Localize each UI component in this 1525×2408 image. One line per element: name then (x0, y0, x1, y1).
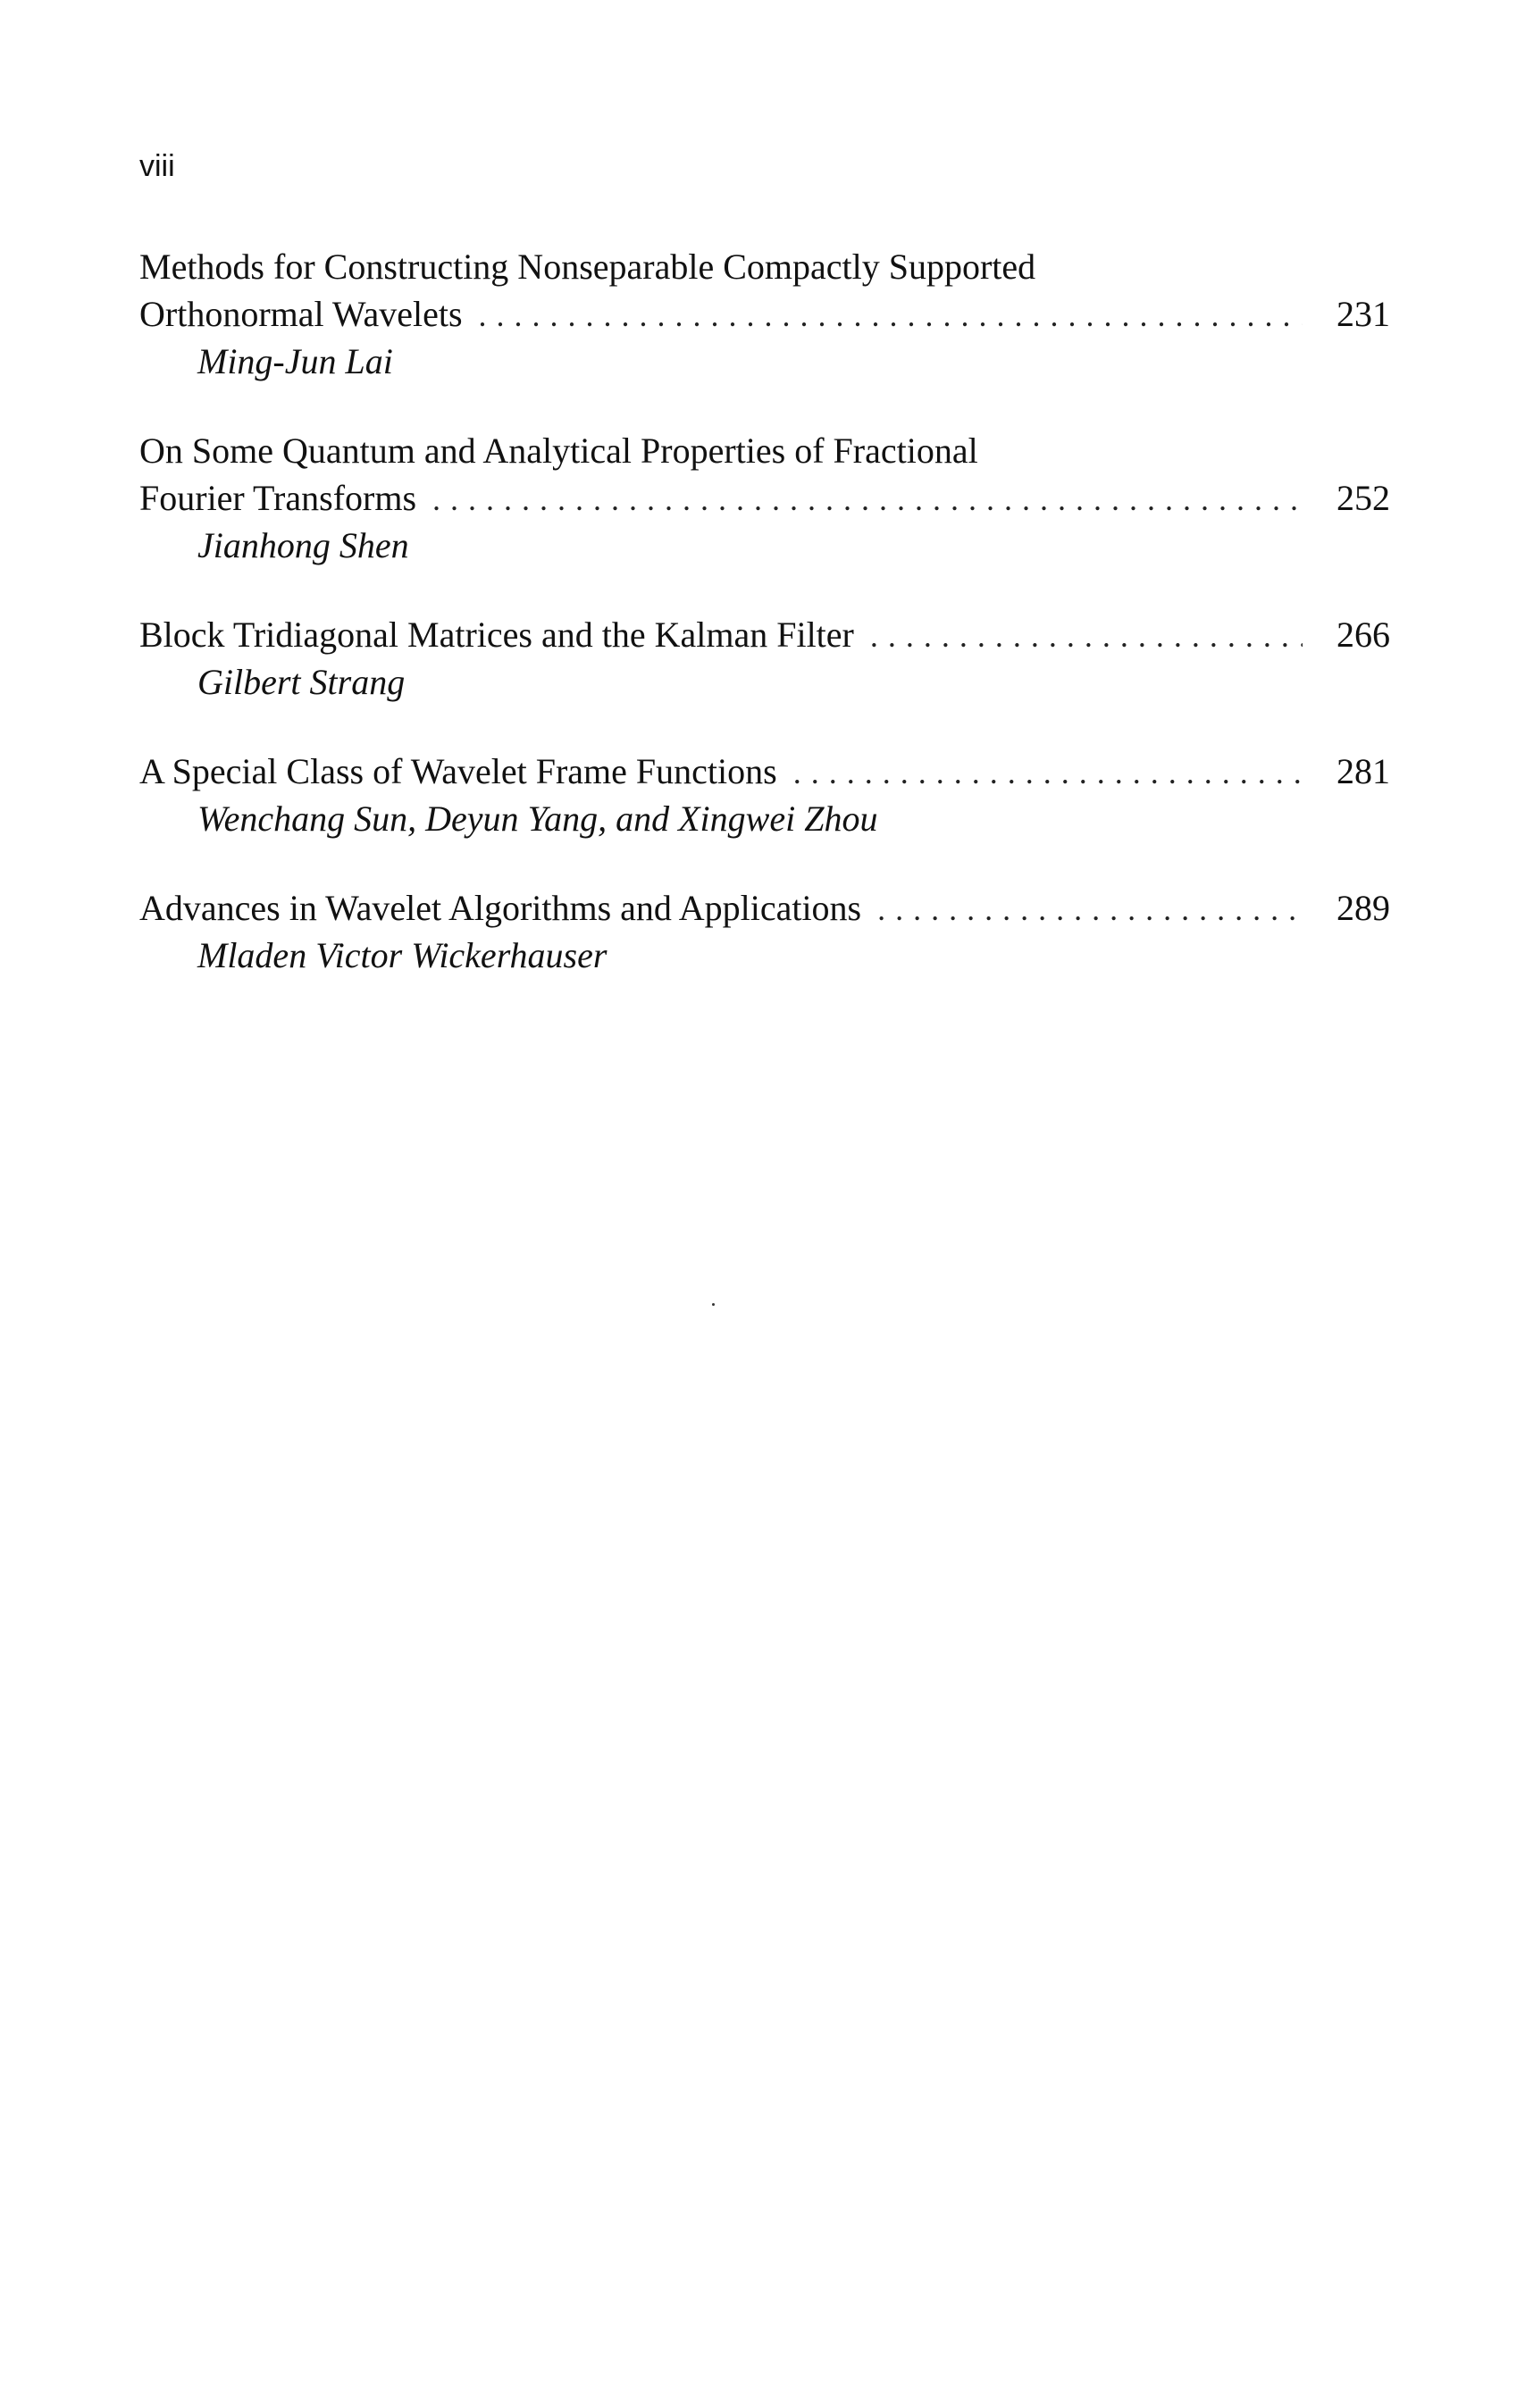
entry-title-line (139, 427, 1390, 474)
dot-leader (877, 886, 1303, 933)
page-number: viii (139, 149, 175, 183)
entry-authors: Ming-Jun Lai (197, 341, 393, 381)
dot-leader (870, 613, 1303, 660)
toc-entry-wickerhauser (139, 884, 1390, 979)
entry-title-line (139, 474, 1390, 522)
entry-title: A Special Class of Wavelet Frame Functions (139, 751, 777, 791)
entry-page-number: 281 (1336, 751, 1390, 791)
entry-page-number: 266 (1336, 615, 1390, 655)
entry-authors: Mladen Victor Wickerhauser (197, 935, 607, 975)
entry-title: Methods for Constructing Nonseparable Compactly Supported (139, 247, 1036, 287)
stray-dot-mark (712, 1303, 715, 1306)
table-of-contents (139, 243, 1390, 1021)
dot-leader (432, 476, 1303, 523)
entry-title-line (139, 748, 1390, 795)
entry-title: On Some Quantum and Analytical Properties of Fractional (139, 431, 978, 471)
entry-title-line (139, 611, 1390, 658)
toc-entry-sun (139, 748, 1390, 842)
entry-title: Fourier Transforms (139, 478, 417, 518)
entry-title: Advances in Wavelet Algorithms and Applications (139, 888, 862, 928)
toc-entry-lai (139, 243, 1390, 385)
entry-title: Block Tridiagonal Matrices and the Kalman Filter (139, 615, 854, 655)
entry-page-number: 231 (1336, 294, 1390, 334)
entry-authors: Gilbert Strang (197, 662, 406, 702)
entry-authors: Jianhong Shen (197, 525, 409, 565)
entry-page-number: 289 (1336, 888, 1390, 928)
entry-title: Orthonormal Wavelets (139, 294, 463, 334)
toc-entry-strang (139, 611, 1390, 706)
dot-leader (479, 292, 1303, 339)
entry-title-line (139, 290, 1390, 338)
entry-authors: Wenchang Sun, Deyun Yang, and Xingwei Zhou (197, 798, 878, 839)
entry-title-line (139, 243, 1390, 290)
toc-entry-shen (139, 427, 1390, 569)
entry-page-number: 252 (1336, 478, 1390, 518)
entry-title-line (139, 884, 1390, 932)
dot-leader (793, 749, 1303, 797)
